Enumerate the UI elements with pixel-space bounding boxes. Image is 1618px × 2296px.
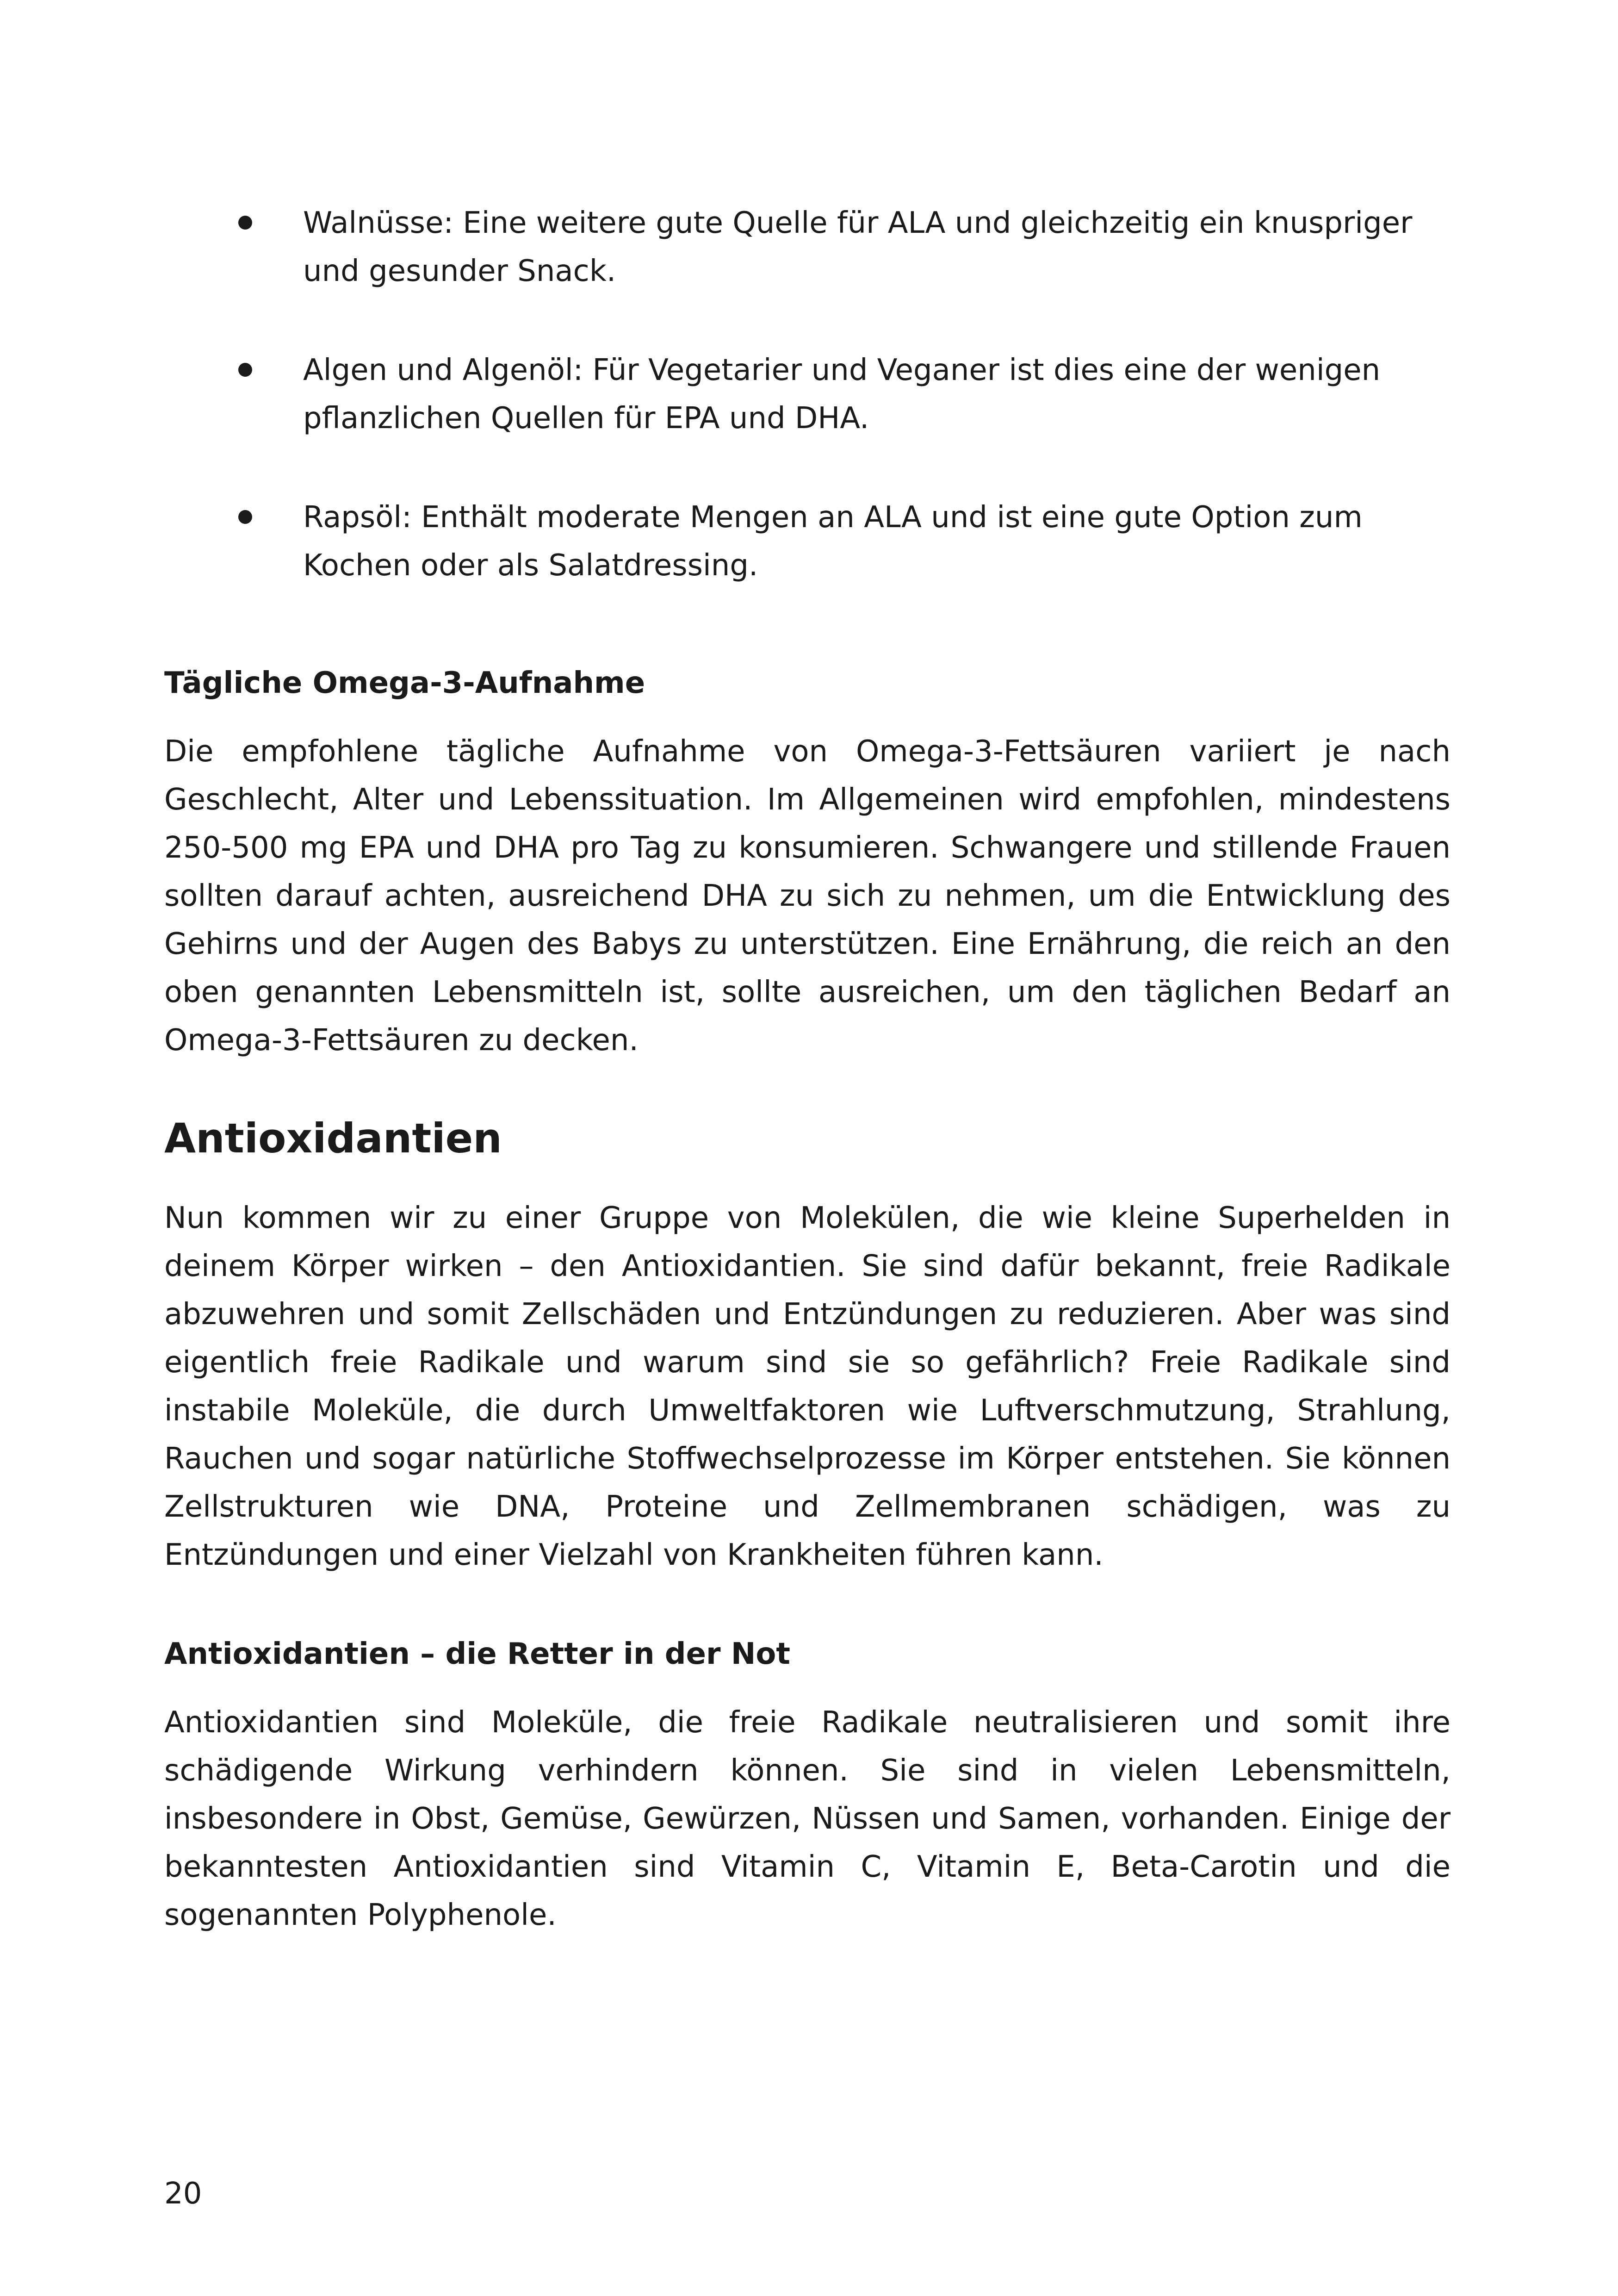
page-number: 20 xyxy=(164,2177,202,2211)
bullet-icon xyxy=(238,363,252,377)
omega-intake-heading: Tägliche Omega-3-Aufnahme xyxy=(164,666,645,700)
list-item-text: Algen und Algenöl: Für Vegetarier und Veganer ist dies eine der wenigen pflanzlichen Quellen für EPA und DHA. xyxy=(303,353,1381,436)
list-item xyxy=(164,493,1451,590)
omega-intake-paragraph: Die empfohlene tägliche Aufnahme von Omega-3-Fettsäuren variiert je nach Geschlecht, Alter und Lebenssituation. Im Allgemeinen wird empfohlen, mindestens 250-500 mg EPA und DHA pro Tag zu konsumieren. Schwangere und stillende Frauen sollten darauf achten, ausreichend DHA zu sich zu nehmen, um die Entwicklung des Gehirns und der Augen des Babys zu unterstützen. Eine Ernährung, die reich an den oben genannten Lebensmitteln ist, sollte ausreichen, um den täglichen Bedarf an Omega-3-Fettsäuren zu decken. xyxy=(164,734,1451,1058)
antioxidants-heading: Antioxidantien xyxy=(164,1114,502,1162)
list-item xyxy=(164,199,1451,295)
antioxidants-rescue-paragraph: Antioxidantien sind Moleküle, die freie Radikale neutralisieren und somit ihre schädigende Wirkung verhindern können. Sie sind in vielen Lebensmitteln, insbesondere in Obst, Gemüse, Gewürzen, Nüssen und Samen, vorhanden. Einige der bekanntesten Antioxidantien sind Vitamin C, Vitamin E, Beta-Carotin und die sogenannten Polyphenole. xyxy=(164,1705,1451,1932)
bullet-icon xyxy=(238,216,252,230)
antioxidants-rescue-heading: Antioxidantien – die Retter in der Not xyxy=(164,1637,790,1671)
bullet-icon xyxy=(238,510,252,524)
list-item-text: Rapsöl: Enthält moderate Mengen an ALA und ist eine gute Option zum Kochen oder als Salatdressing. xyxy=(303,500,1363,583)
omega3-sources-list xyxy=(164,199,1451,590)
page-content xyxy=(164,199,1451,1939)
list-item-text: Walnüsse: Eine weitere gute Quelle für ALA und gleichzeitig ein knuspriger und gesunder Snack. xyxy=(303,206,1413,288)
list-item xyxy=(164,346,1451,442)
antioxidants-paragraph: Nun kommen wir zu einer Gruppe von Molekülen, die wie kleine Superhelden in deinem Körper wirken – den Antioxidantien. Sie sind dafür bekannt, freie Radikale abzuwehren und somit Zellschäden und Entzündungen zu reduzieren. Aber was sind eigentlich freie Radikale und warum sind sie so gefährlich? Freie Radikale sind instabile Moleküle, die durch Umweltfaktoren wie Luftverschmutzung, Strahlung, Rauchen und sogar natürliche Stoffwechselprozesse im Körper entstehen. Sie können Zellstrukturen wie DNA, Proteine und Zellmembranen schädigen, was zu Entzündungen und einer Vielzahl von Krankheiten führen kann. xyxy=(164,1201,1451,1572)
